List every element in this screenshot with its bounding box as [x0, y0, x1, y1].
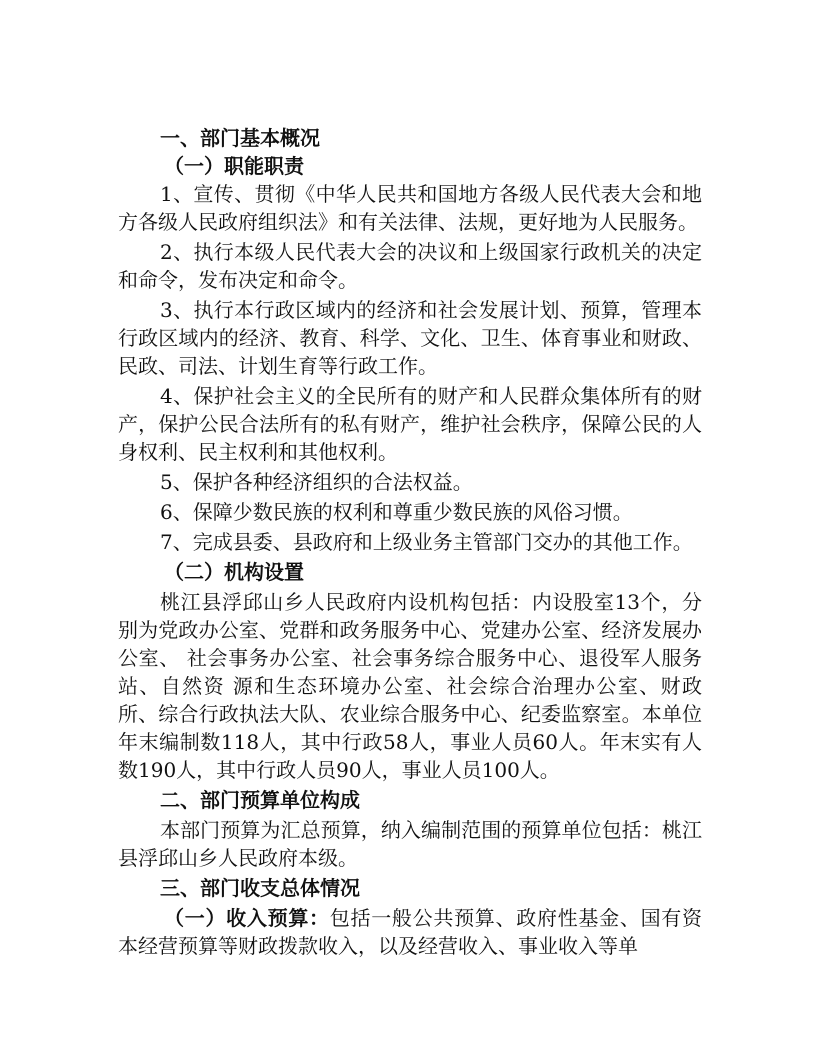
income-budget-text: 包括一般公共预算、政府性基金、国有资本经营预算等财政拨款收入，以及经营收入、事业收入等单: [118, 906, 703, 958]
duty-item-3: 3、执行本行政区域内的经济和社会发展计划、预算，管理本行政区域内的经济、教育、科学、文化、卫生、体育事业和财政、民政、司法、计划生育等行政工作。: [118, 298, 702, 378]
subsection-2-heading: （二）机构设置: [164, 560, 304, 584]
income-budget-paragraph: [118, 904, 702, 960]
section-3-heading: 三、部门收支总体情况: [160, 876, 360, 900]
document-page: [118, 124, 702, 960]
duty-item-2: 2、执行本级人民代表大会的决议和上级国家行政机关的决定和命令，发布决定和命令。: [118, 240, 702, 292]
duty-item-7: 7、完成县委、县政府和上级业务主管部门交办的其他工作。: [160, 530, 693, 554]
section-2-heading: 二、部门预算单位构成: [160, 788, 360, 812]
duty-item-6: 6、保障少数民族的权利和尊重少数民族的风俗习惯。: [160, 500, 633, 524]
organization-paragraph: 桃江县浮邱山乡人民政府内设机构包括：内设股室13个，分别为党政办公室、党群和政务服务中心、党建办公室、经济发展办公室、 社会事务办公室、社会事务综合服务中心、退役军人服务站、自然资 源和生态环境办公室、社会综合治理办公室、财政所、综合行政执法大队、农业综合服务中心、纪委监察室。本单位年末编制数118人，其中行政58人，事业人员60人。年末实有人数190人，其中行政人员90人，事业人员100人。: [118, 590, 702, 782]
income-budget-label: （一）收入预算：: [164, 906, 330, 930]
budget-units-paragraph: 本部门预算为汇总预算，纳入编制范围的预算单位包括：桃江县浮邱山乡人民政府本级。: [118, 818, 702, 870]
subsection-1-heading: （一）职能职责: [164, 154, 304, 178]
section-1-heading: 一、部门基本概况: [160, 126, 320, 150]
duty-item-1: 1、宣传、贯彻《中华人民共和国地方各级人民代表大会和地方各级人民政府组织法》和有关法律、法规，更好地为人民服务。: [118, 182, 702, 234]
duty-item-4: 4、保护社会主义的全民所有的财产和人民群众集体所有的财产，保护公民合法所有的私有财产，维护社会秩序，保障公民的人身权利、民主权利和其他权利。: [118, 384, 702, 464]
duty-item-5: 5、保护各种经济组织的合法权益。: [160, 470, 473, 494]
